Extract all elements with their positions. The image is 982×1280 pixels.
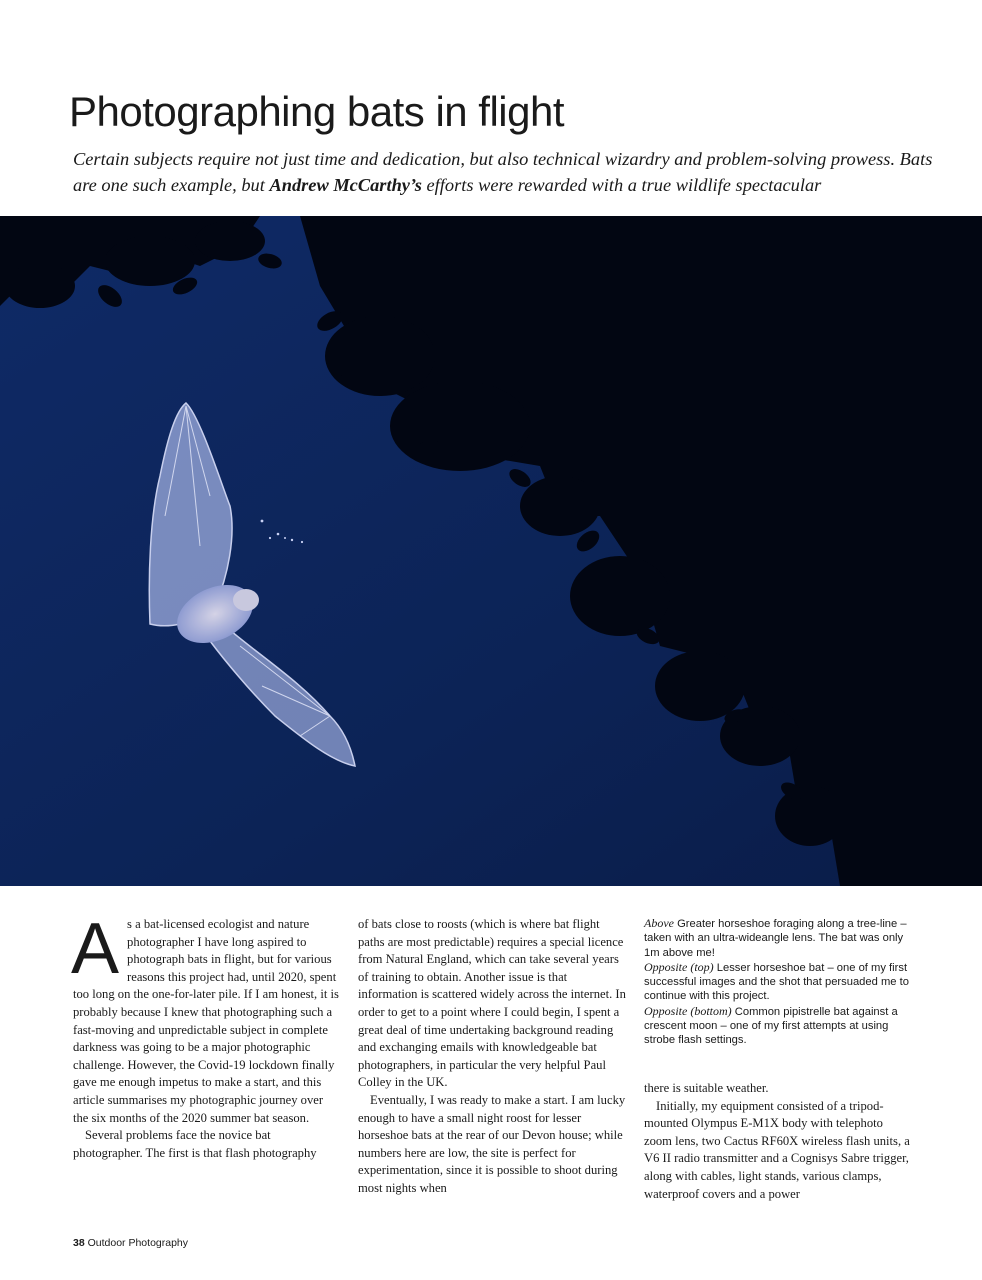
standfirst-text: Certain subjects require not just time and dedication, but also technical wizardry and problem-solving prowess. Bats are one such example, but bbox=[73, 149, 933, 195]
article-title: Photographing bats in flight bbox=[69, 88, 565, 135]
body-paragraph: Several problems face the novice bat photographer. The first is that flash photography bbox=[73, 1128, 317, 1160]
caption-lead: Opposite (bottom) bbox=[644, 1003, 732, 1018]
magazine-name: Outdoor Photography bbox=[87, 1237, 189, 1249]
caption-text: Greater horseshoe foraging along a tree-line – taken with an ultra-wideangle lens. The bat was only 1m above me! bbox=[644, 918, 907, 959]
caption-text: Lesser horseshoe bat – one of my first successful images and the shot that persuaded me to continue with this project. bbox=[644, 961, 909, 1003]
body-paragraph bbox=[71, 909, 339, 1127]
caption-opposite-bottom bbox=[644, 1004, 910, 1048]
standfirst-author: Andrew McCarthy’s bbox=[269, 175, 422, 195]
body-paragraph: Eventually, I was ready to make a start. I am lucky enough to have a small night roost for lesser horseshoe bats at the rear of our Devon house; while numbers here are low, the site is perfect for experimentation, since it is possible to shoot during most nights when bbox=[358, 1092, 626, 1195]
caption-opposite-top bbox=[644, 960, 910, 1004]
body-paragraph: there is suitable weather. bbox=[644, 1081, 769, 1095]
captions bbox=[644, 916, 910, 1080]
caption-text: Common pipistrelle bat against a crescent moon – one of my first attempts at using strobe flash settings. bbox=[644, 1005, 898, 1047]
standfirst-text-end: efforts were rewarded with a true wildlife spectacular bbox=[421, 175, 822, 195]
body-paragraph: of bats close to roosts (which is where bat flight paths are most predictable) requires a special licence from Natural England, which can take several years of training to obtain. Another issue is that information is scattered widely across the internet. In order to get to a point where I could begin, I spent a great deal of time undertaking background reading and exchanging emails with knowledgeable bat photographers, in particular the very helpful Paul Colley in the UK. bbox=[358, 917, 626, 1090]
body-text: s a bat-licensed ecologist and nature photographer I have long aspired to photograph bats in flight, but for various reasons this project had, until 2020, spent too long on the one-for-later pile. If I am honest, it is probably because I knew that photographing such a fast-moving and unpredictable subject in complete darkness was going to be a major photographic challenge. However, the Covid-19 lockdown finally gave me enough impetus to make a start, and this article summarises my photographic journey over the six months of the 2020 summer bat season. bbox=[73, 917, 339, 1125]
page-footer bbox=[73, 1237, 188, 1249]
standfirst bbox=[73, 146, 953, 198]
body-column-1 bbox=[71, 909, 339, 1162]
caption-lead: Opposite (top) bbox=[644, 959, 714, 974]
page-number: 38 bbox=[73, 1237, 85, 1249]
body-column-3 bbox=[644, 916, 910, 1203]
caption-lead: Above bbox=[644, 916, 674, 930]
caption-above bbox=[644, 916, 910, 960]
body-column-2 bbox=[358, 916, 628, 1198]
hero-photo bbox=[0, 216, 982, 886]
drop-cap: A bbox=[71, 909, 120, 989]
body-paragraph: Initially, my equipment consisted of a tripod-mounted Olympus E-M1X body with telephoto zoom lens, two Cactus RF60X wireless flash units, a V6 II radio transmitter and a Cognisys Sabre trigger, along with cables, light stands, various clamps, waterproof covers and a power bbox=[644, 1098, 910, 1201]
